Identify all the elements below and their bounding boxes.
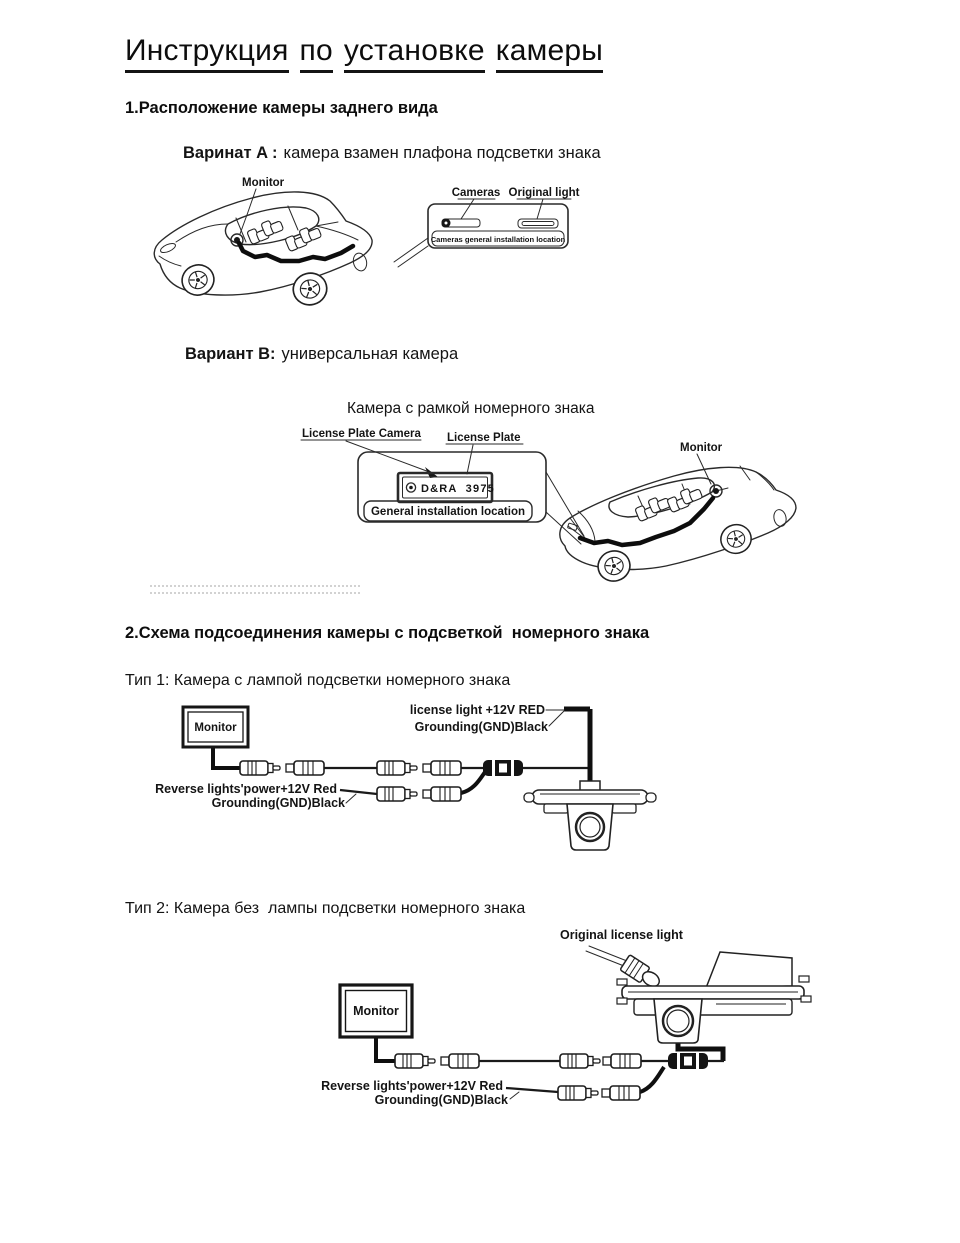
reverse-power-wire	[340, 790, 377, 794]
panel-caption: Cameras general installation location	[430, 235, 566, 244]
license-plate-camera-label: License Plate Camera	[302, 428, 421, 440]
type2-caption: Тип 2: Камера без лампы подсветки номерного знака	[125, 900, 526, 917]
license-plate-label: License Plate	[447, 432, 521, 444]
front-wheel	[718, 521, 754, 556]
power-filter-connector	[483, 760, 523, 776]
title-word: установке	[344, 34, 485, 73]
license-light-wire	[564, 709, 590, 783]
original-light-label: Original light	[508, 187, 580, 199]
monitor-box	[340, 985, 412, 1037]
monitor-box-label: Monitor	[353, 1004, 399, 1018]
title-word: Инструкция	[125, 34, 289, 73]
variant-a-text: камера взамен плафона подсветки знака	[283, 144, 601, 162]
car-illustration-sedan	[154, 192, 372, 308]
light-slot	[518, 219, 558, 228]
cameras-label: Cameras	[451, 187, 501, 199]
panel-leader-lines	[394, 238, 428, 267]
monitor-wire	[376, 1037, 397, 1061]
front-wheel	[178, 261, 218, 299]
branch-wire	[461, 772, 485, 793]
diagram-b-caption: Камера с рамкой номерного знака	[347, 400, 595, 417]
plate-number: D&RA 3975	[421, 483, 495, 495]
rear-panel-inset	[394, 187, 580, 267]
reverse-power-label: Reverse lights'power+12V Red	[155, 782, 337, 796]
plate-camera-illustration	[524, 781, 656, 850]
title-word: по	[300, 34, 333, 73]
title-word: камеры	[496, 34, 603, 73]
far-wheel	[772, 508, 787, 527]
rear-wheel	[290, 270, 330, 309]
monitor-wire	[213, 747, 242, 768]
license-light-gnd-label: Grounding(GND)Black	[414, 720, 548, 734]
rca-connector-female	[602, 1086, 640, 1100]
monitor-label: Monitor	[242, 177, 285, 189]
reverse-power-wire	[506, 1088, 558, 1092]
variant-b-text: универсальная камера	[281, 345, 459, 363]
rca-connector-female	[423, 761, 461, 775]
variant-b-label: Вариант B:	[185, 345, 276, 363]
bulb-lead-wires	[586, 946, 627, 966]
original-license-light-label: Original license light	[560, 928, 683, 942]
section-1-heading: 1.Расположение камеры заднего вида	[125, 99, 438, 117]
monitor-box-label: Monitor	[194, 722, 237, 734]
diagram-type1	[140, 693, 700, 863]
label-tail	[346, 794, 356, 803]
monitor-leader-line	[240, 189, 256, 234]
grounding-label: Grounding(GND)Black	[374, 1093, 508, 1107]
reverse-power-label: Reverse lights'power+12V Red	[321, 1079, 503, 1093]
diagram-type2	[140, 922, 820, 1122]
rca-connector-male	[377, 787, 417, 801]
rca-connector-female	[423, 787, 461, 801]
headlight	[159, 242, 176, 255]
monitor-label-b: Monitor	[680, 442, 723, 454]
car-illustration-hatchback	[560, 466, 796, 585]
diagram-variant-a	[140, 168, 580, 333]
variant-a-label: Варинат A :	[183, 144, 278, 162]
rca-connector-female	[603, 1054, 641, 1068]
rear-wheel	[595, 547, 634, 584]
camera-lens-dot	[445, 222, 448, 225]
section-2-heading: 2.Схема подсоединения камеры с подсветкой номерного знака	[125, 624, 650, 642]
rca-connector-female	[441, 1054, 479, 1068]
type1-caption: Тип 1: Камера с лампой подсветки номерного знака	[125, 672, 511, 689]
license-light-red-label: license light +12V RED	[409, 703, 545, 717]
far-wheel	[352, 252, 369, 273]
faded-print-artifact	[150, 585, 360, 599]
location-caption: General installation location	[370, 506, 526, 518]
rca-connector-male	[240, 761, 280, 775]
camera-cable	[580, 498, 713, 545]
plate-location-inset	[358, 452, 584, 544]
rca-connector-male	[395, 1054, 435, 1068]
branch-wire	[640, 1067, 664, 1092]
rca-connector-female	[286, 761, 324, 775]
rca-connector-male	[558, 1086, 598, 1100]
rca-connector-male	[560, 1054, 600, 1068]
grounding-label: Grounding(GND)Black	[211, 796, 345, 810]
label-tail	[510, 1092, 519, 1099]
monitor-box	[183, 707, 248, 747]
bracket-fin	[706, 952, 792, 988]
power-filter-connector	[668, 1053, 708, 1069]
diagram-variant-b	[140, 420, 820, 605]
variant-b-line	[185, 345, 458, 364]
rca-connector-male	[377, 761, 417, 775]
page-title	[125, 34, 614, 73]
variant-a-line	[183, 144, 601, 163]
label-bracket	[546, 710, 564, 726]
